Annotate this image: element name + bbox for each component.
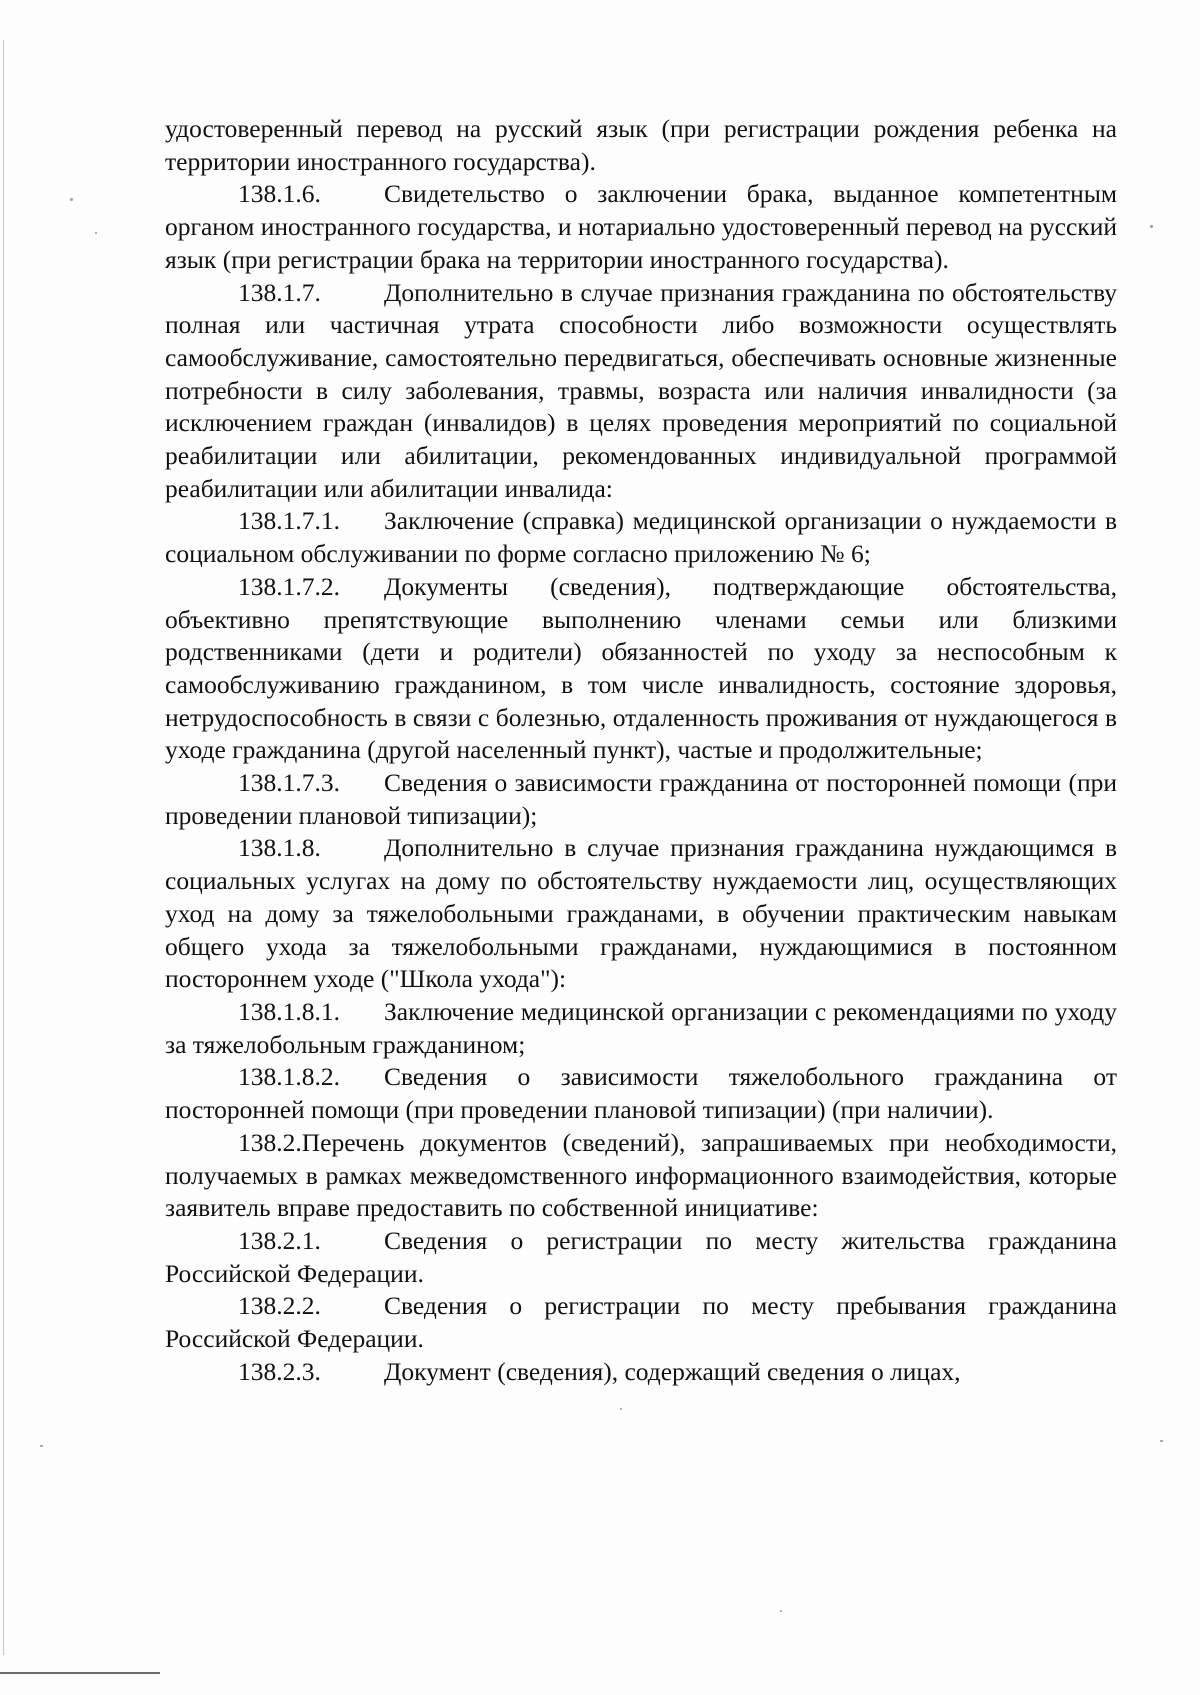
clause-138-1-7 — [165, 277, 1117, 506]
clause-text: Заключение (справка) медицинской организации о нуждаемости в социальном обслуживании по форме согласно приложению № 6; — [165, 506, 1117, 569]
clause-138-2-2 — [165, 1290, 1117, 1355]
clause-text: Заключение медицинской организации с рекомендациями по уходу за тяжелобольным гражданином; — [165, 996, 1117, 1059]
scan-speck — [40, 1445, 43, 1447]
scan-speck — [620, 1408, 622, 1410]
clause-text: Дополнительно в случае признания гражданина нуждающимся в социальных услугах на дому по обстоятельству нуждаемости лиц, осуществляющих уход на дому за тяжелобольными гражданами, в обучении практическим навыкам общего ухода за тяжелобольными гражданами, нуждающимися в постоянном постороннем уходе ("Школа ухода"): — [165, 833, 1117, 994]
clause-138-1-8-2 — [165, 1061, 1117, 1126]
clause-number: 138.1.8.2. — [238, 1062, 340, 1092]
clause-138-2 — [165, 1127, 1117, 1225]
clause-text: 138.2.Перечень документов (сведений), запрашиваемых при необходимости, получаемых в рамках межведомственного информационного взаимодействия, которые заявитель вправе предоставить по собственной инициативе: — [165, 1127, 1117, 1223]
clause-number: 138.1.7.1. — [238, 506, 340, 536]
clause-138-1-6 — [165, 178, 1117, 276]
clause-number: 138.1.7.2. — [238, 571, 340, 601]
clause-number: 138.1.8. — [238, 833, 321, 863]
document-body — [165, 113, 1117, 1388]
clause-number: 138.1.7. — [238, 277, 321, 307]
clause-number: 138.1.8.1. — [238, 996, 340, 1026]
clause-text: Сведения о зависимости тяжелобольного гражданина от посторонней помощи (при проведении плановой типизации) (при наличии). — [165, 1062, 1117, 1125]
scan-speck — [95, 232, 97, 234]
scan-speck — [70, 198, 73, 201]
scan-edge-line — [3, 40, 4, 1655]
paragraph-text: удостоверенный перевод на русский язык (при регистрации рождения ребенка на территории иностранного государства). — [165, 114, 1117, 176]
clause-138-2-1 — [165, 1225, 1117, 1290]
clause-138-2-3 — [165, 1356, 1117, 1389]
clause-138-1-7-1 — [165, 505, 1117, 570]
clause-number: 138.1.6. — [238, 179, 321, 209]
scan-speck — [1160, 1440, 1163, 1442]
clause-number: 138.2.1. — [238, 1225, 321, 1255]
clause-number: 138.1.7.3. — [238, 768, 340, 798]
clause-138-1-8-1 — [165, 996, 1117, 1061]
clause-number: 138.2.3. — [238, 1356, 321, 1386]
scan-speck — [1150, 225, 1153, 228]
paragraph-continuation — [165, 113, 1117, 178]
clause-text: Сведения о зависимости гражданина от посторонней помощи (при проведении плановой типизации); — [165, 768, 1117, 830]
clause-138-1-8 — [165, 832, 1117, 996]
clause-text: Сведения о регистрации по месту пребывания гражданина Российской Федерации. — [165, 1291, 1117, 1354]
clause-number: 138.2.2. — [238, 1291, 321, 1321]
clause-text: Документ (сведения), содержащий сведения о лицах, — [384, 1356, 961, 1386]
scan-speck — [780, 1610, 782, 1612]
clause-text: Дополнительно в случае признания гражданина по обстоятельству полная или частичная утрата способности либо возможности осуществлять самообслуживание, самостоятельно передвигаться, обеспечивать основные жизненные потребности в силу заболевания, травмы, возраста или наличия инвалидности (за исключением граждан (инвалидов) в целях проведения мероприятий по социальной реабилитации или абилитации, рекомендованных индивидуальной программой реабилитации или абилитации инвалида: — [165, 277, 1117, 503]
clause-text: Свидетельство о заключении брака, выданное компетентным органом иностранного государства, и нотариально удостоверенный перевод на русский язык (при регистрации брака на территории иностранного государства). — [165, 179, 1117, 274]
clause-text: Сведения о регистрации по месту жительства гражданина Российской Федерации. — [165, 1225, 1117, 1288]
clause-text: Документы (сведения), подтверждающие обстоятельства, объективно препятствующие выполнению членами семьи или близкими родственниками (дети и родители) обязанностей по уходу за неспособным к самообслуживанию гражданином, в том числе инвалидность, состояние здоровья, нетрудоспособность в связи с болезнью, отдаленность проживания от нуждающегося в уходе гражданина (другой населенный пункт), частые и продолжительные; — [165, 571, 1117, 765]
clause-138-1-7-2 — [165, 571, 1117, 767]
scan-edge-mark — [0, 1672, 160, 1674]
clause-138-1-7-3 — [165, 767, 1117, 832]
